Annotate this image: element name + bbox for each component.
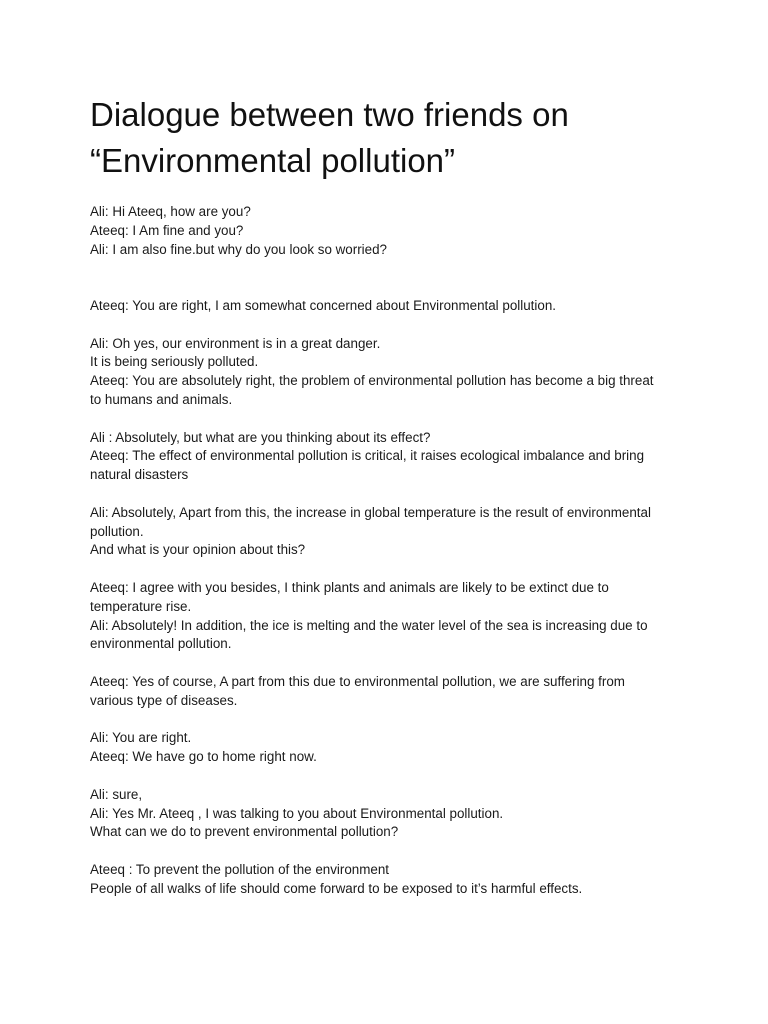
dialogue-line: Ateeq: I Am fine and you? — [90, 222, 244, 238]
dialogue-paragraph — [90, 579, 690, 654]
dialogue-line: pollution. — [90, 523, 144, 539]
dialogue-body — [90, 203, 690, 917]
dialogue-line: Ateeq: Yes of course, A part from this due to environmental pollution, we are suffering from — [90, 673, 625, 689]
dialogue-line: Ali: Yes Mr. Ateeq , I was talking to you about Environmental pollution. — [90, 805, 504, 821]
dialogue-line: Ateeq: The effect of environmental pollution is critical, it raises ecological imbalance and bring — [90, 448, 645, 464]
dialogue-line: Ali: Hi Ateeq, how are you? — [90, 204, 251, 219]
dialogue-line: Ateeq: We have go to home right now. — [90, 749, 317, 765]
dialogue-line: People of all walks of life should come forward to be exposed to it’s harmful effects. — [90, 880, 583, 896]
dialogue-line: natural disasters — [90, 467, 189, 483]
dialogue-line: Ali: I am also fine.but why do you look so worried? — [90, 241, 387, 257]
dialogue-line: Ateeq : To prevent the pollution of the environment — [90, 861, 390, 877]
dialogue-paragraph — [90, 786, 690, 842]
dialogue-line: Ali: You are right. — [90, 730, 192, 746]
title-line: “Environmental pollution” — [90, 142, 456, 179]
dialogue-line: environmental pollution. — [90, 636, 232, 652]
dialogue-line: Ateeq: You are right, I am somewhat concerned about Environmental pollution. — [90, 297, 556, 313]
dialogue-paragraph — [90, 673, 690, 711]
dialogue-line: What can we do to prevent environmental pollution? — [90, 824, 399, 840]
title-line: Dialogue between two friends on — [90, 96, 569, 133]
dialogue-line: Ali : Absolutely, but what are you thinking about its effect? — [90, 429, 431, 445]
dialogue-line: Ali: Oh yes, our environment is in a great danger. — [90, 335, 381, 351]
dialogue-line: to humans and animals. — [90, 391, 233, 407]
dialogue-line: It is being seriously polluted. — [90, 354, 259, 370]
dialogue-paragraph — [90, 729, 690, 767]
dialogue-line: And what is your opinion about this? — [90, 542, 306, 558]
dialogue-line: various type of diseases. — [90, 692, 238, 708]
dialogue-line: Ali: sure, — [90, 786, 143, 802]
page-title — [90, 92, 710, 184]
dialogue-paragraph — [90, 297, 690, 316]
dialogue-line: Ateeq: You are absolutely right, the problem of environmental pollution has become a big threat — [90, 373, 654, 389]
dialogue-paragraph — [90, 861, 690, 899]
dialogue-paragraph — [90, 335, 690, 410]
dialogue-paragraph — [90, 203, 690, 259]
dialogue-line: Ali: Absolutely! In addition, the ice is melting and the water level of the sea is increasing due to — [90, 617, 648, 633]
dialogue-line: Ateeq: I agree with you besides, I think plants and animals are likely to be extinct due to — [90, 579, 609, 595]
dialogue-line: Ali: Absolutely, Apart from this, the increase in global temperature is the result of environmental — [90, 504, 651, 520]
dialogue-line: temperature rise. — [90, 598, 192, 614]
dialogue-paragraph — [90, 504, 690, 560]
dialogue-paragraph — [90, 429, 690, 485]
